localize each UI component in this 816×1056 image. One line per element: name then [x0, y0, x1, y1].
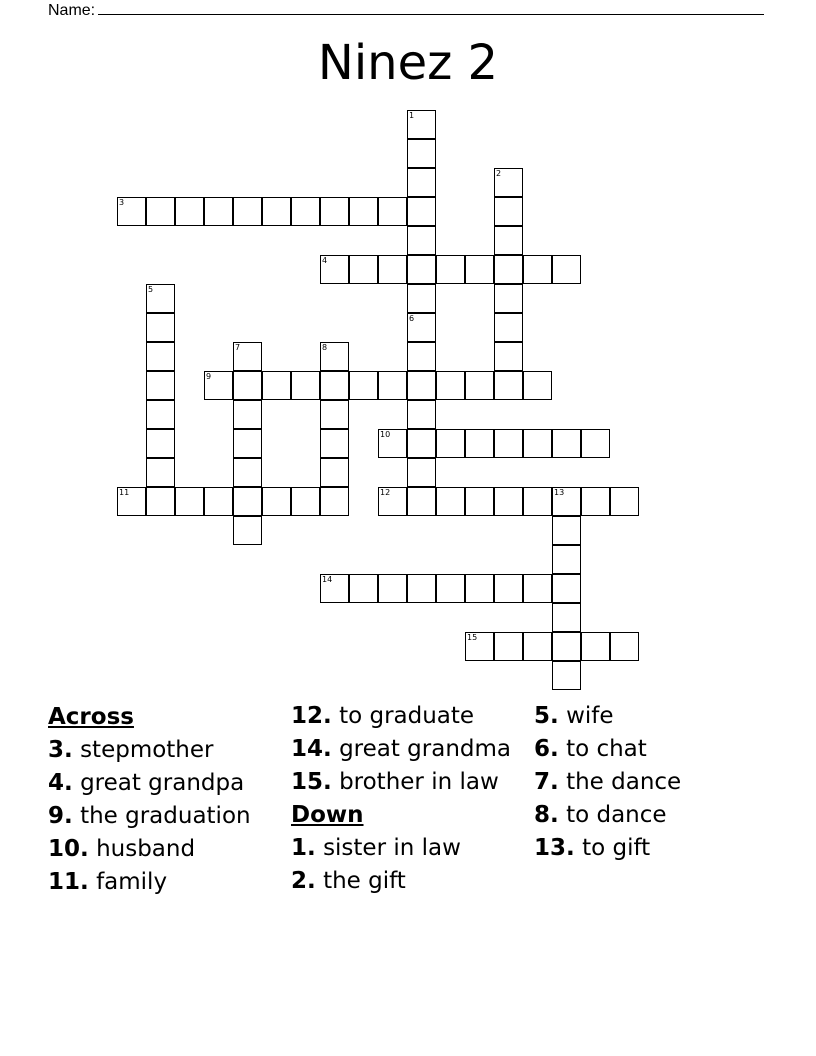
clue-number: 3	[119, 198, 125, 207]
clue-number: 2	[496, 169, 502, 178]
grid-cell[interactable]	[378, 255, 407, 284]
grid-cell[interactable]	[407, 371, 436, 400]
grid-cell[interactable]	[146, 313, 175, 342]
grid-cell[interactable]	[262, 197, 291, 226]
grid-cell[interactable]	[233, 371, 262, 400]
clue-number: 12	[380, 488, 391, 497]
grid-cell[interactable]	[204, 487, 233, 516]
grid-cell[interactable]	[523, 632, 552, 661]
grid-cell[interactable]	[523, 487, 552, 516]
grid-cell[interactable]	[320, 197, 349, 226]
clue-down-8: 8. to dance	[534, 802, 667, 828]
grid-cell[interactable]	[320, 458, 349, 487]
grid-cell[interactable]	[349, 574, 378, 603]
clue-number: 13	[554, 488, 565, 497]
grid-cell[interactable]	[465, 574, 494, 603]
grid-cell[interactable]	[349, 255, 378, 284]
clue-column-3	[534, 703, 769, 868]
clue-number: 8	[322, 343, 328, 352]
clue-across-10: 10. husband	[48, 836, 196, 862]
grid-cell[interactable]	[581, 632, 610, 661]
clue-across-12: 12. to graduate	[291, 703, 475, 729]
grid-cell[interactable]	[465, 429, 494, 458]
grid-cell[interactable]	[523, 574, 552, 603]
clue-down-6: 6. to chat	[534, 736, 647, 762]
grid-cell[interactable]	[610, 487, 639, 516]
grid-cell[interactable]	[407, 284, 436, 313]
clue-down-5: 5. wife	[534, 703, 614, 729]
grid-cell[interactable]	[523, 429, 552, 458]
grid-cell[interactable]	[494, 429, 523, 458]
clue-number: 15	[467, 633, 478, 642]
grid-cell[interactable]	[378, 574, 407, 603]
clue-column-1	[48, 703, 283, 902]
grid-cell[interactable]	[465, 487, 494, 516]
grid-cell[interactable]	[436, 487, 465, 516]
grid-cell[interactable]	[233, 458, 262, 487]
grid-cell[interactable]	[320, 400, 349, 429]
grid-cell[interactable]	[146, 342, 175, 371]
grid-cell[interactable]	[407, 255, 436, 284]
grid-cell[interactable]	[552, 255, 581, 284]
grid-cell[interactable]	[378, 197, 407, 226]
grid-cell[interactable]	[407, 197, 436, 226]
clue-across-9: 9. the graduation	[48, 803, 251, 829]
grid-cell[interactable]	[523, 371, 552, 400]
grid-cell[interactable]	[494, 226, 523, 255]
grid-cell[interactable]	[494, 313, 523, 342]
grid-cell[interactable]	[407, 168, 436, 197]
clue-number: 14	[322, 575, 333, 584]
grid-cell[interactable]	[552, 429, 581, 458]
grid-cell[interactable]	[349, 197, 378, 226]
grid-cell[interactable]	[407, 342, 436, 371]
grid-cell[interactable]	[407, 487, 436, 516]
grid-cell[interactable]	[581, 429, 610, 458]
grid-cell[interactable]	[552, 661, 581, 690]
grid-cell[interactable]	[407, 429, 436, 458]
grid-cell[interactable]	[291, 487, 320, 516]
clue-number: 1	[409, 111, 415, 120]
grid-cell[interactable]	[494, 284, 523, 313]
grid-cell[interactable]	[407, 226, 436, 255]
grid-cell[interactable]	[465, 255, 494, 284]
grid-cell[interactable]	[233, 197, 262, 226]
clue-number: 9	[206, 372, 212, 381]
grid-cell[interactable]	[204, 197, 233, 226]
grid-cell[interactable]	[378, 371, 407, 400]
across-heading: Across	[48, 704, 134, 730]
clue-across-14: 14. great grandma	[291, 736, 512, 762]
grid-cell[interactable]	[233, 516, 262, 545]
grid-cell[interactable]	[494, 197, 523, 226]
clue-number: 5	[148, 285, 154, 294]
grid-cell[interactable]	[407, 400, 436, 429]
clue-down-2: 2. the gift	[291, 868, 406, 894]
clue-number: 7	[235, 343, 241, 352]
grid-cell[interactable]	[320, 429, 349, 458]
grid-cell[interactable]	[262, 487, 291, 516]
clue-down-7: 7. the dance	[534, 769, 682, 795]
clue-number: 6	[409, 314, 415, 323]
name-label: Name:	[48, 2, 96, 19]
clue-down-13: 13. to gift	[534, 835, 651, 861]
grid-cell[interactable]	[436, 574, 465, 603]
grid-cell[interactable]	[552, 516, 581, 545]
grid-cell[interactable]	[552, 632, 581, 661]
grid-cell[interactable]	[494, 487, 523, 516]
grid-cell[interactable]	[146, 429, 175, 458]
grid-cell[interactable]	[494, 574, 523, 603]
clue-across-4: 4. great grandpa	[48, 770, 245, 796]
clue-down-1: 1. sister in law	[291, 835, 461, 861]
clue-column-2	[291, 703, 526, 901]
grid-cell[interactable]	[233, 487, 262, 516]
grid-cell[interactable]	[552, 574, 581, 603]
clue-across-15: 15. brother in law	[291, 769, 499, 795]
grid-cell[interactable]	[494, 632, 523, 661]
clue-across-3: 3. stepmother	[48, 737, 214, 763]
grid-cell[interactable]	[175, 197, 204, 226]
grid-cell[interactable]	[407, 574, 436, 603]
grid-cell[interactable]	[494, 255, 523, 284]
clue-across-11: 11. family	[48, 869, 168, 895]
grid-cell[interactable]	[175, 487, 204, 516]
grid-cell[interactable]	[349, 371, 378, 400]
grid-cell[interactable]	[465, 371, 494, 400]
puzzle-title: Ninez 2	[317, 35, 499, 91]
grid-cell[interactable]	[494, 371, 523, 400]
clue-number: 11	[119, 488, 130, 497]
grid-cell[interactable]	[494, 342, 523, 371]
grid-cell[interactable]	[262, 371, 291, 400]
grid-cell[interactable]	[610, 632, 639, 661]
grid-cell[interactable]	[233, 429, 262, 458]
grid-cell[interactable]	[146, 371, 175, 400]
grid-cell[interactable]	[320, 487, 349, 516]
grid-cell[interactable]	[146, 458, 175, 487]
clue-number: 4	[322, 256, 328, 265]
grid-cell[interactable]	[320, 371, 349, 400]
down-heading: Down	[291, 802, 364, 828]
grid-cell[interactable]	[436, 255, 465, 284]
grid-cell[interactable]	[407, 458, 436, 487]
grid-cell[interactable]	[436, 371, 465, 400]
grid-cell[interactable]	[146, 197, 175, 226]
grid-cell[interactable]	[552, 545, 581, 574]
grid-cell[interactable]	[523, 255, 552, 284]
grid-cell[interactable]	[233, 400, 262, 429]
grid-cell[interactable]	[146, 400, 175, 429]
grid-cell[interactable]	[552, 603, 581, 632]
grid-cell[interactable]	[291, 197, 320, 226]
grid-cell[interactable]	[581, 487, 610, 516]
clue-number: 10	[380, 430, 391, 439]
grid-cell[interactable]	[407, 139, 436, 168]
grid-cell[interactable]	[291, 371, 320, 400]
grid-cell[interactable]	[436, 429, 465, 458]
grid-cell[interactable]	[146, 487, 175, 516]
